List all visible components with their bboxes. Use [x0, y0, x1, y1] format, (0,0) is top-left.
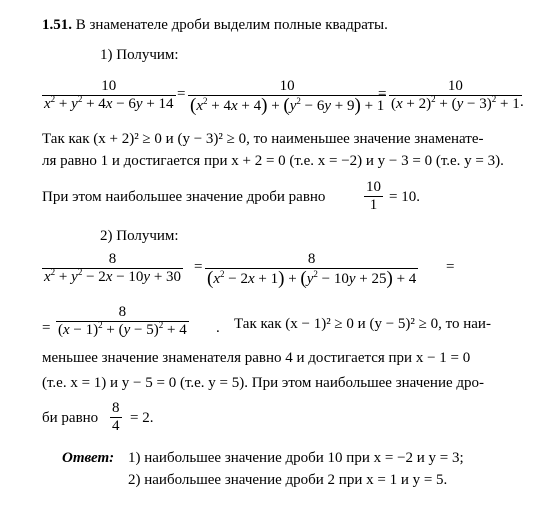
part1-max-numerator: 10 — [366, 179, 381, 195]
answer-label: Ответ: — [62, 450, 115, 466]
equals-sign: = — [42, 320, 51, 336]
equals-sign: = — [446, 259, 455, 275]
part2-fraction-3-denominator: $(x - 1)^2 + (y - 5)^2 + 4$ — [58, 320, 187, 338]
part2-fraction-2-denominator: $(x^2 - 2x + 1) + (y^2 - 10y + 25) + 4$ — [207, 268, 417, 289]
part2-result-prefix: би равно — [42, 410, 99, 426]
answer-line1: 1) наибольшее значение дроби 10 при x = −2 и y = 3; — [128, 450, 464, 466]
part2-fraction-2-numerator: 8 — [307, 251, 316, 267]
problem-intro: В знаменателе дроби выделим полные квадраты. — [75, 17, 388, 33]
part1-fraction-1 — [42, 78, 176, 113]
equals-sign: = — [378, 86, 387, 102]
part1-max-denominator: 1 — [369, 197, 378, 213]
equals-sign: = — [194, 259, 203, 275]
part2-result-numerator: 8 — [112, 400, 120, 416]
part2-result-fraction — [110, 400, 122, 435]
part2-explanation-line2: меньшее значение знаменателя равно 4 и достигается при x − 1 = 0 — [42, 350, 471, 366]
answer-line2: 2) наибольшее значение дроби 2 при x = 1 и y = 5. — [128, 472, 448, 488]
part2-result-value: = 2. — [130, 410, 154, 426]
part2-fraction-1-numerator: 8 — [108, 251, 117, 267]
part2-fraction-1-denominator: $x^2 + y^2 - 2x - 10y + 30$ — [44, 267, 182, 285]
part2-fraction-3 — [56, 304, 189, 339]
part2-result-denominator: 4 — [112, 418, 120, 434]
part2-fraction-3-numerator: 8 — [118, 304, 127, 320]
part1-fraction-2-denominator: $(x^2 + 4x + 4) + (y^2 - 6y + 9) + 1$ — [190, 95, 385, 116]
part1-fraction-2-numerator: 10 — [279, 78, 295, 94]
part1-fraction-3-numerator: 10 — [447, 78, 463, 94]
problem-number: 1.51. — [42, 17, 72, 33]
part2-fraction-1 — [42, 251, 183, 286]
part1-max-text: При этом наибольшее значение дроби равно — [42, 189, 326, 205]
part2-label: 2) Получим: — [100, 228, 179, 244]
part2-explanation-tail: Так как (x − 1)² ≥ 0 и (y − 5)² ≥ 0, то наи- — [234, 316, 491, 332]
part1-fraction-3 — [389, 78, 522, 113]
part1-fraction-1-denominator: $x^2 + y^2 + 4x - 6y + 14$ — [44, 94, 174, 112]
part1-max-fraction — [364, 179, 383, 214]
part1-fraction-2 — [188, 78, 386, 115]
part1-max-result: = 10. — [389, 189, 420, 205]
part2-explanation-line3: (т.е. x = 1) и y − 5 = 0 (т.е. y = 5). При этом наибольшее значение дро- — [42, 375, 485, 391]
part1-fraction-1-numerator: 10 — [101, 78, 117, 94]
problem-header — [42, 17, 388, 34]
part1-label: 1) Получим: — [100, 47, 179, 63]
equals-sign: = — [177, 86, 186, 102]
part2-fraction-2 — [205, 251, 418, 288]
part1-explanation-line2: ля равно 1 и достигается при x + 2 = 0 (т.е. x = −2) и y − 3 = 0 (т.е. y = 3). — [42, 153, 504, 169]
part1-explanation-line1: Так как (x + 2)² ≥ 0 и (y − 3)² ≥ 0, то наименьшее значение знаменате- — [42, 131, 484, 147]
part1-fraction-3-denominator: $(x + 2)^2 + (y - 3)^2 + 1$ — [391, 94, 520, 112]
